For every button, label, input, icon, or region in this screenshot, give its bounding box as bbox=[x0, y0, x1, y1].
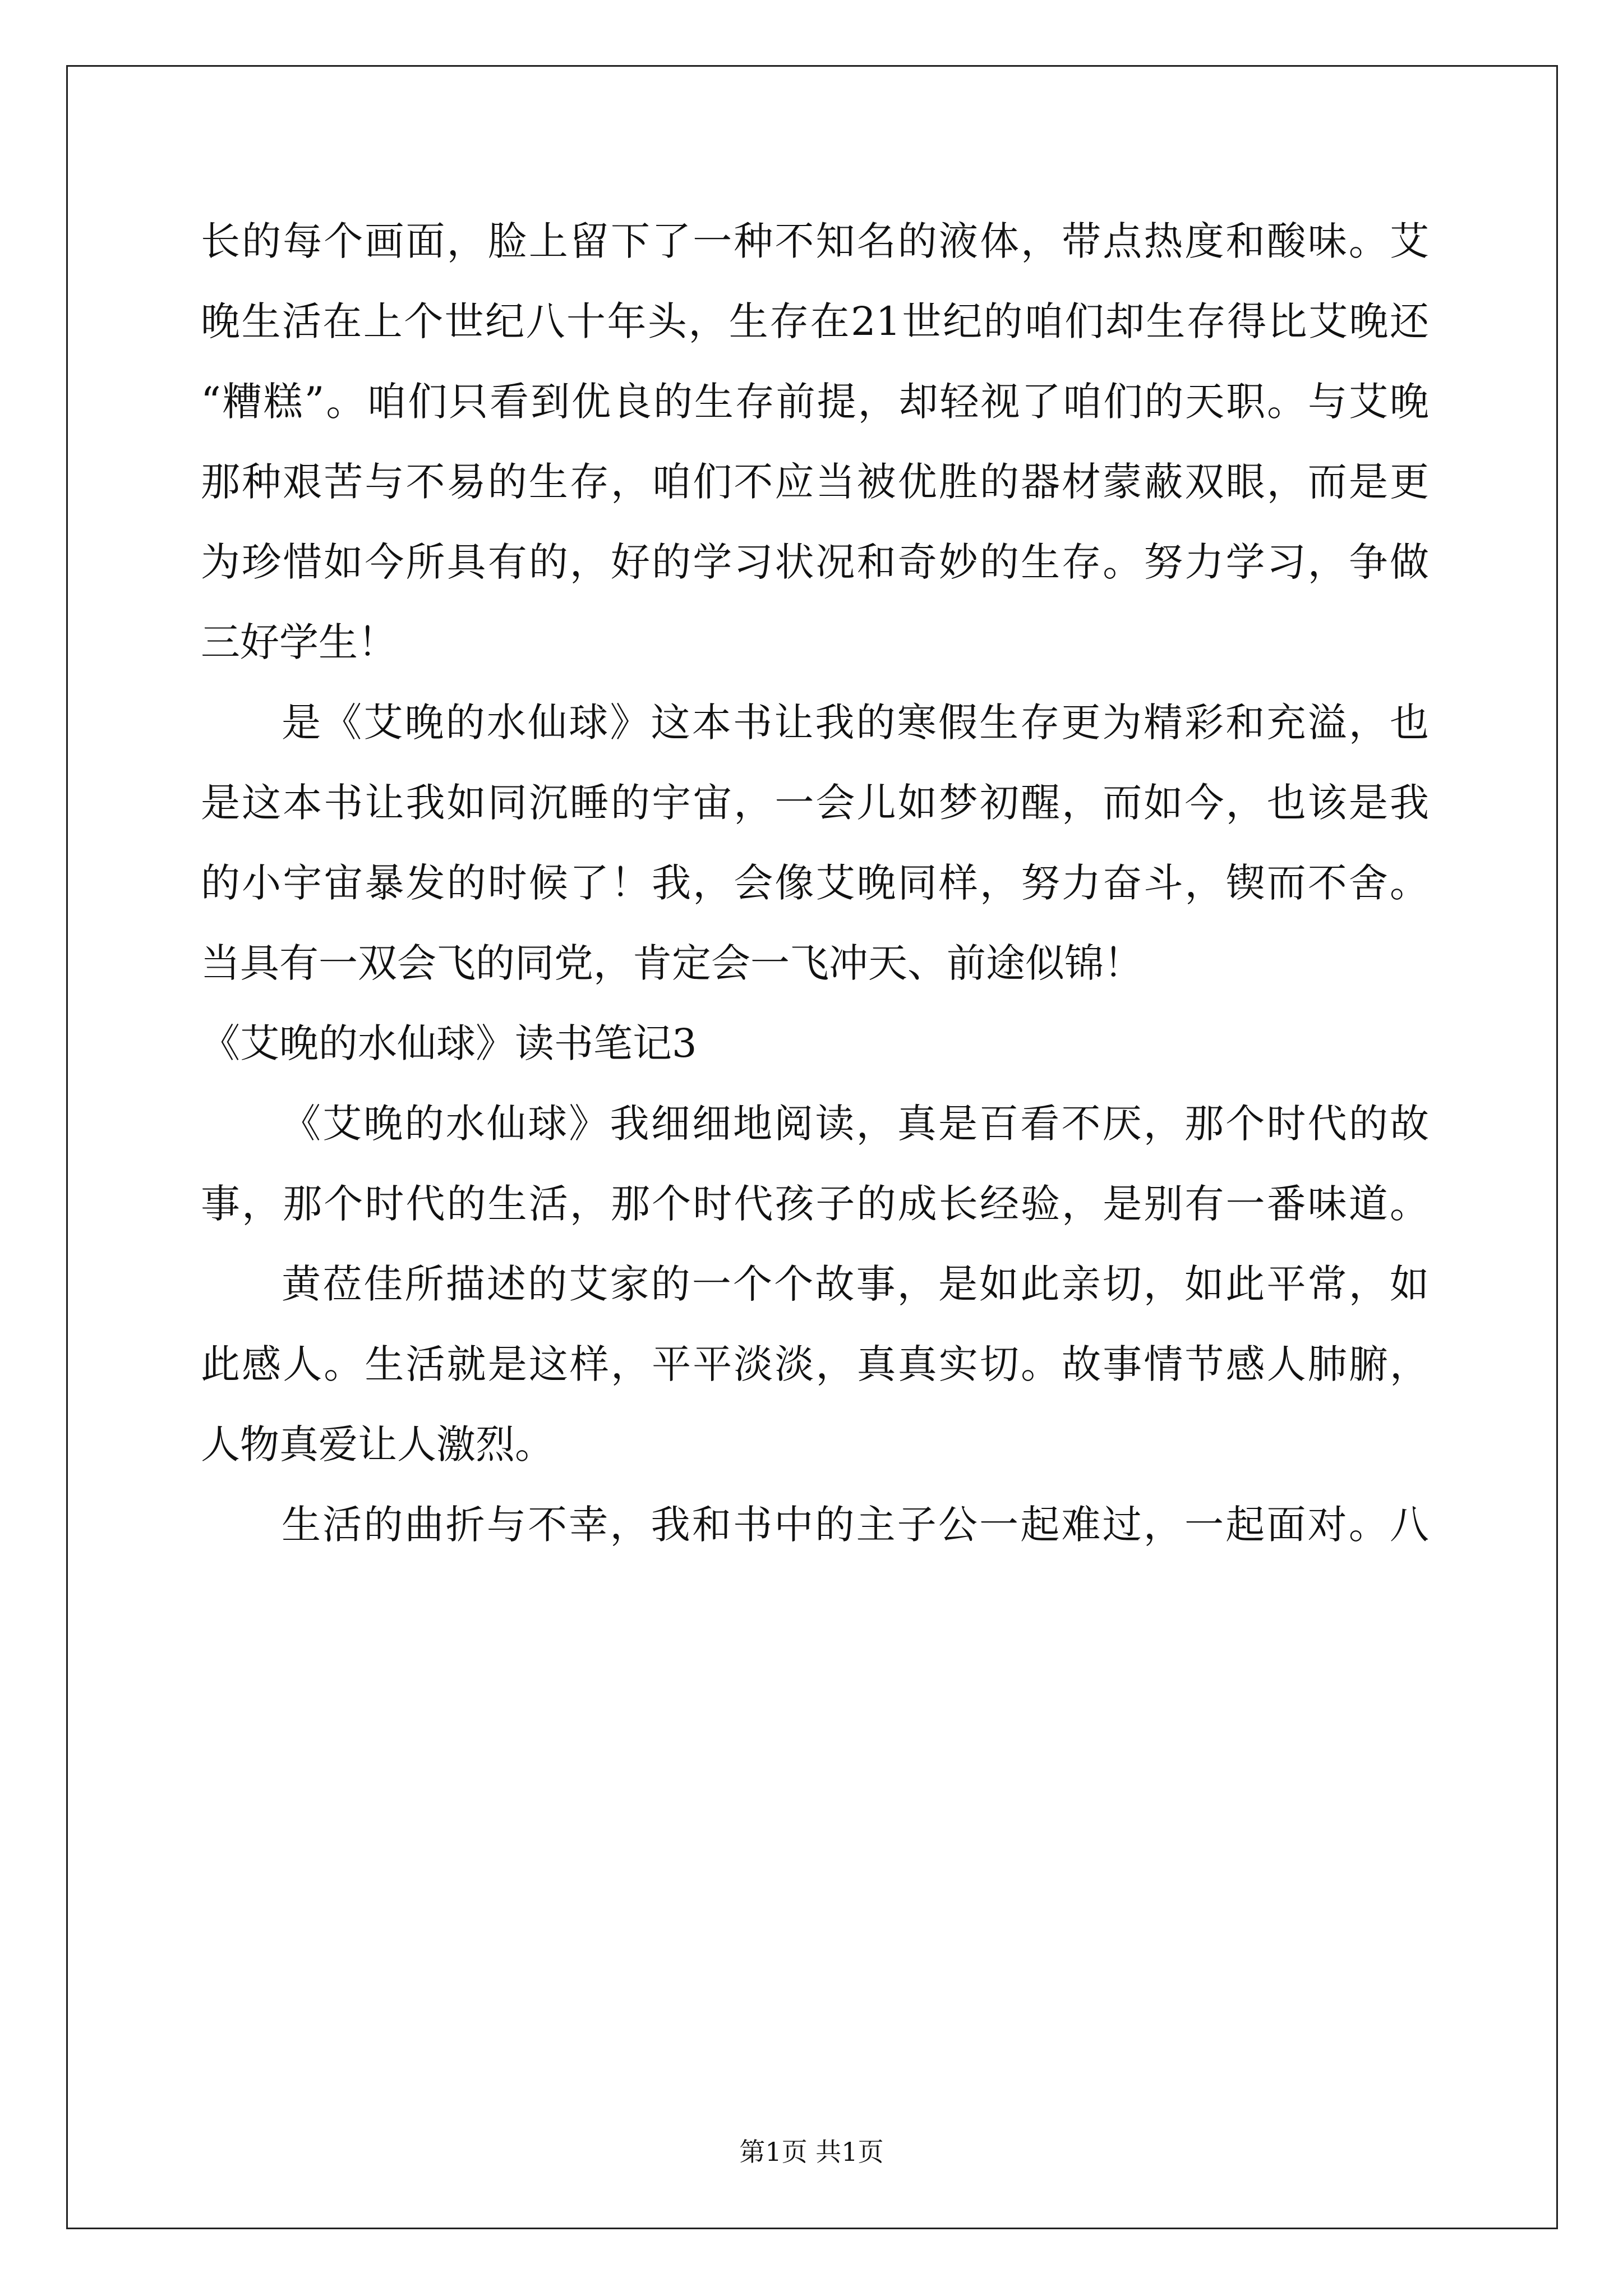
text-line: 事，那个时代的生活，那个时代孩子的成长经验，是别有一番味道。 bbox=[201, 1181, 1429, 1227]
text-line: 的小宇宙暴发的时候了！我，会像艾晚同样，努力奋斗，锲而不舍。 bbox=[201, 860, 1429, 906]
text-line: 是这本书让我如同沉睡的宇宙，一会儿如梦初醒，而如今，也该是我 bbox=[201, 780, 1429, 826]
paragraph-first-line: 黄莅佳所描述的艾家的一个个故事，是如此亲切，如此平常，如 bbox=[282, 1261, 1429, 1307]
paragraph-first-line: 是《艾晚的水仙球》这本书让我的寒假生存更为精彩和充溢，也 bbox=[282, 700, 1429, 746]
text-line: 为珍惜如今所具有的，好的学习状况和奇妙的生存。努力学习，争做 bbox=[201, 539, 1429, 585]
text-line: 那种艰苦与不易的生存，咱们不应当被优胜的器材蒙蔽双眼，而是更 bbox=[201, 459, 1429, 505]
text-line: 当具有一双会飞的同党，肯定会一飞冲天、前途似锦！ bbox=[201, 940, 1143, 986]
page-footer: 第1页 共1页 bbox=[739, 2137, 884, 2167]
paragraph-first-line: 《艾晚的水仙球》我细细地阅读，真是百看不厌，那个时代的故 bbox=[282, 1101, 1429, 1147]
text-line: “糟糕”。咱们只看到优良的生存前提，却轻视了咱们的天职。与艾晚 bbox=[201, 379, 1429, 425]
paragraph-first-line: 生活的曲折与不幸，我和书中的主子公一起难过，一起面对。八 bbox=[282, 1502, 1429, 1548]
text-line: 长的每个画面，脸上留下了一种不知名的液体，带点热度和酸味。艾 bbox=[201, 218, 1429, 264]
text-line: 三好学生！ bbox=[201, 619, 397, 665]
text-line: 晚生活在上个世纪八十年头，生存在21世纪的咱们却生存得比艾晚还 bbox=[201, 298, 1429, 344]
section-heading: 《艾晚的水仙球》读书笔记3 bbox=[201, 1020, 697, 1066]
text-line: 人物真爱让人激烈。 bbox=[201, 1421, 554, 1467]
text-line: 此感人。生活就是这样，平平淡淡，真真实切。故事情节感人肺腑， bbox=[201, 1341, 1429, 1387]
